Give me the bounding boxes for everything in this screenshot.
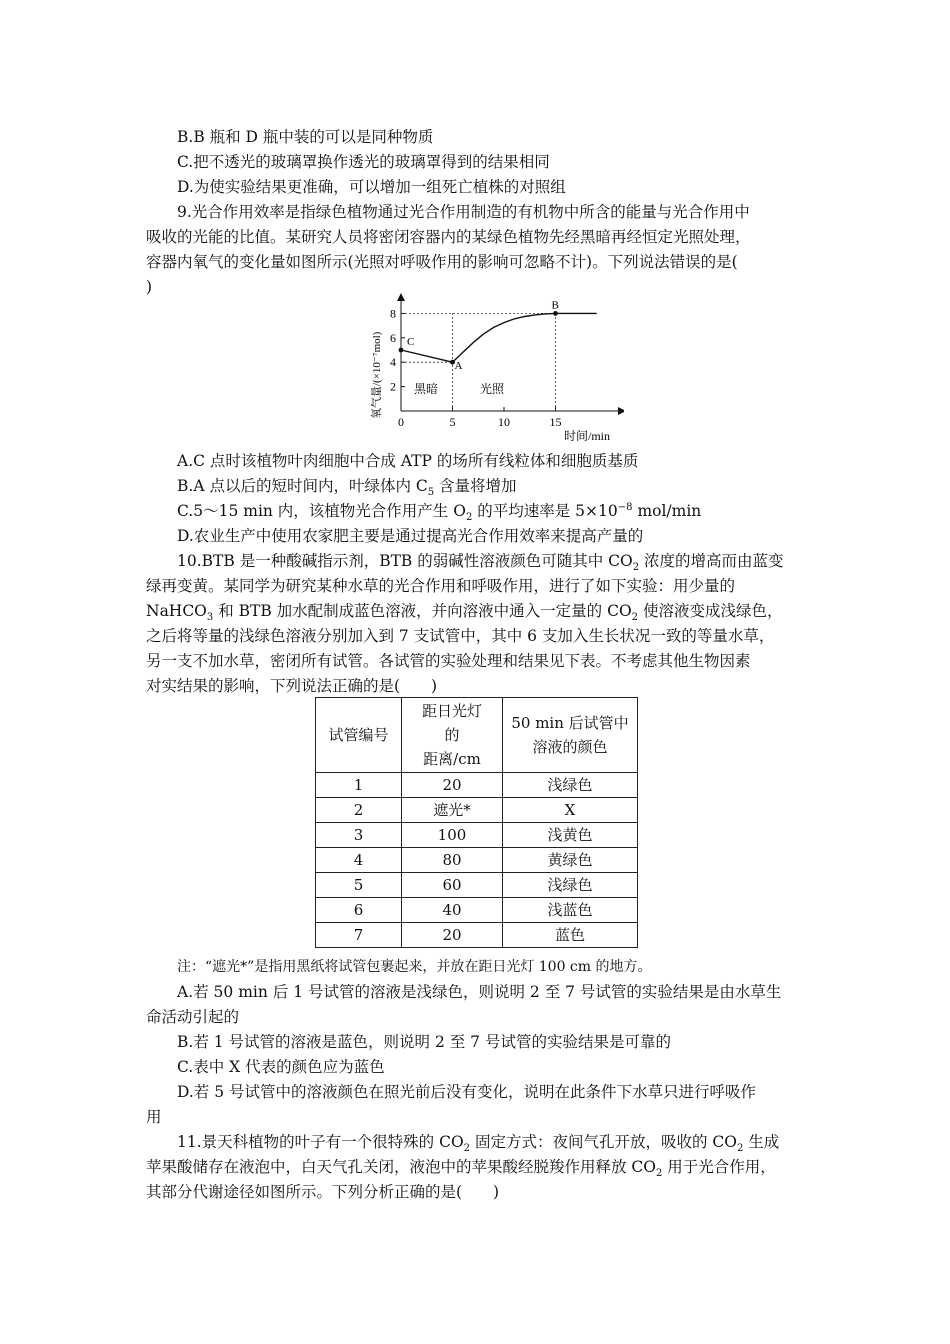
- q11-stem-sub: 2: [656, 1168, 663, 1180]
- table-cell: 4: [316, 848, 402, 873]
- q10-stem-line-6: 对实结果的影响，下列说法正确的是( ): [146, 677, 438, 695]
- q9-option-d: D.农业生产中使用农家肥主要是通过提高光合作用效率来提高产量的: [177, 527, 644, 545]
- q10-option-d: D.若 5 号试管中的溶液颜色在照光前后没有变化，说明在此条件下水草只进行呼吸作: [177, 1083, 757, 1101]
- header-text: 试管编号: [328, 726, 389, 744]
- q9-option-c-text-mid: 的平均速率是 5×10: [472, 502, 618, 520]
- table-cell: 蓝色: [503, 923, 638, 948]
- q9-stem-line-3: 容器内氧气的变化量如图所示(光照对呼吸作用的影响可忽略不计)。下列说法错误的是(: [146, 253, 738, 271]
- table-cell: 7: [316, 923, 402, 948]
- table-row: [316, 923, 638, 948]
- q9-option-c-sup: −8: [617, 501, 633, 513]
- q9-option-c: [177, 501, 810, 524]
- x-tick-label: 5: [449, 415, 456, 429]
- q8-option-d: D.为使实验结果更准确，可以增加一组死亡植株的对照组: [177, 178, 566, 196]
- x-tick-label: 10: [498, 415, 510, 429]
- table-cell: 遮光*: [402, 798, 503, 823]
- x-tick-label: 0: [398, 415, 404, 429]
- q10-stem-line-3: [146, 601, 810, 624]
- oxygen-change-chart: [362, 293, 624, 443]
- table-header-row: [316, 698, 638, 773]
- q11-stem-text-end: 生成: [743, 1133, 780, 1151]
- table-cell: X: [503, 798, 638, 823]
- table-cell: 黄绿色: [503, 848, 638, 873]
- q9-stem-line-1: 9.光合作用效率是指绿色植物通过光合作用制造的有机物中所含的能量与光合作用中: [177, 203, 750, 221]
- q8-option-c: C.把不透光的玻璃罩换作透光的玻璃罩得到的结果相同: [177, 153, 550, 171]
- table-row: [316, 898, 638, 923]
- q10-stem-text: NaHCO: [146, 602, 207, 620]
- oxygen-curve: [401, 313, 597, 362]
- header-tube-number: [316, 698, 402, 773]
- table-cell: 6: [316, 898, 402, 923]
- header-text: 距离/cm: [423, 750, 481, 768]
- table-cell: 浅绿色: [503, 873, 638, 898]
- q10-stem-sub: 3: [206, 612, 214, 624]
- table-row: [316, 873, 638, 898]
- table-cell: 浅蓝色: [503, 898, 638, 923]
- q9-option-c-text: C.5～15 min 内，该植物光合作用产生 O: [177, 502, 466, 520]
- q10-option-a: A.若 50 min 后 1 号试管的溶液是浅绿色，则说明 2 至 7 号试管的实验结果是由水草生: [177, 983, 782, 1001]
- region-label-dark: 黑暗: [414, 382, 439, 396]
- header-text: 50 min 后试管中: [511, 714, 629, 732]
- point-c: [399, 348, 404, 353]
- q10-stem-line-5: 另一支不加水草，密闭所有试管。各试管的实验处理和结果见下表。不考虑其他生物因素: [146, 652, 751, 670]
- q10-stem-line-2: 绿再变黄。某同学为研究某种水草的光合作用和呼吸作用，进行了如下实验：用少量的: [146, 577, 736, 595]
- table-cell: 3: [316, 823, 402, 848]
- q9-stem-line-2: 吸收的光能的比值。某研究人员将密闭容器内的某绿色植物先经黑暗再经恒定光照处理，: [146, 228, 751, 246]
- point-label-c: C: [407, 336, 415, 348]
- q10-option-c: C.表中 X 代表的颜色应为蓝色: [177, 1058, 385, 1076]
- q11-stem-text: 苹果酸储存在液泡中，白天气孔关闭，液泡中的苹果酸经脱羧作用释放 CO: [146, 1158, 656, 1176]
- y-tick-label: 6: [390, 330, 396, 345]
- q11-stem-line-2: [146, 1157, 810, 1180]
- x-tick-label: 15: [549, 415, 562, 429]
- q10-stem-text-mid: 和 BTB 加水配制成蓝色溶液，并向溶液中通入一定量的 CO: [213, 602, 632, 620]
- table-cell: 60: [402, 873, 503, 898]
- q11-stem-text-mid: 固定方式：夜间气孔开放，吸收的 CO: [470, 1133, 737, 1151]
- header-text: 溶液的颜色: [532, 738, 608, 756]
- q10-stem-text-end: 使溶液变成浅绿色，: [638, 602, 783, 620]
- q9-option-b: [177, 476, 810, 499]
- y-axis-title: 氧气量/(×10⁻⁷mol): [371, 331, 383, 419]
- q10-stem-text: 10.BTB 是一种酸碱指示剂，BTB 的弱碱性溶液颜色可随其中 CO: [177, 552, 633, 570]
- q11-stem-sub: 2: [463, 1143, 471, 1155]
- q9-option-b-sub: 5: [427, 487, 435, 499]
- y-tick-label: 8: [390, 306, 396, 321]
- table-cell: 5: [316, 873, 402, 898]
- q11-stem-text-end: 用于光合作用，: [662, 1158, 776, 1176]
- q10-stem-text-end: 浓度的增高而由蓝变: [639, 552, 784, 570]
- table-cell: 20: [402, 923, 503, 948]
- q9-option-b-text: B.A 点以后的短时间内，叶绿体内 C: [177, 477, 428, 495]
- region-label-light: 光照: [480, 382, 505, 396]
- table-note: 注：“遮光*”是指用黑纸将试管包裹起来，并放在距日光灯 100 cm 的地方。: [177, 959, 652, 975]
- table-cell: 1: [316, 773, 402, 798]
- q9-option-a: A.C 点时该植物叶肉细胞中合成 ATP 的场所有线粒体和细胞质基质: [177, 452, 639, 470]
- table-row: [316, 848, 638, 873]
- table-row: [316, 773, 638, 798]
- header-text: 的: [444, 726, 460, 744]
- table-cell: 20: [402, 773, 503, 798]
- table-cell: 浅黄色: [503, 823, 638, 848]
- header-distance: [402, 698, 503, 773]
- q11-stem-line-1: [177, 1132, 810, 1155]
- table-cell: 80: [402, 848, 503, 873]
- q11-stem-sub-2: 2: [736, 1143, 744, 1155]
- test-tube-table: [315, 697, 638, 948]
- q9-stem-line-4: ): [146, 278, 153, 296]
- q9-option-c-sub: 2: [465, 512, 473, 524]
- table-row: [316, 823, 638, 848]
- q9-option-b-text-end: 含量将增加: [434, 477, 517, 495]
- y-tick-label: 2: [390, 379, 396, 394]
- table-cell: 2: [316, 798, 402, 823]
- q10-stem-sub: 2: [632, 562, 640, 574]
- q10-stem-sub-2: 2: [631, 612, 639, 624]
- table-cell: 浅绿色: [503, 773, 638, 798]
- header-text: 距日光灯: [421, 702, 482, 720]
- header-color: [503, 698, 638, 773]
- q11-stem-line-3: 其部分代谢途径如图所示。下列分析正确的是( ): [146, 1183, 500, 1201]
- q10-stem-line-4: 之后将等量的浅绿色溶液分别加入到 7 支试管中，其中 6 支加入生长状况一致的等量水草，: [146, 627, 775, 645]
- q10-option-a-cont: 命活动引起的: [146, 1008, 240, 1026]
- q10-option-b: B.若 1 号试管的溶液是蓝色，则说明 2 至 7 号试管的实验结果是可靠的: [177, 1033, 671, 1051]
- q11-stem-text: 11.景天科植物的叶子有一个很特殊的 CO: [177, 1133, 464, 1151]
- point-b: [553, 311, 558, 316]
- point-label-a: A: [454, 360, 463, 373]
- table-row: [316, 798, 638, 823]
- table-cell: 100: [402, 823, 503, 848]
- table-cell: 40: [402, 898, 503, 923]
- q10-stem-line-1: [177, 551, 810, 574]
- q9-option-c-text-end: mol/min: [632, 502, 702, 520]
- y-tick-label: 4: [390, 355, 396, 370]
- point-label-b: B: [551, 299, 559, 312]
- q10-option-d-cont: 用: [146, 1108, 162, 1126]
- x-axis-title: 时间/min: [564, 429, 611, 443]
- q8-option-b: B.B 瓶和 D 瓶中装的可以是同种物质: [177, 128, 434, 146]
